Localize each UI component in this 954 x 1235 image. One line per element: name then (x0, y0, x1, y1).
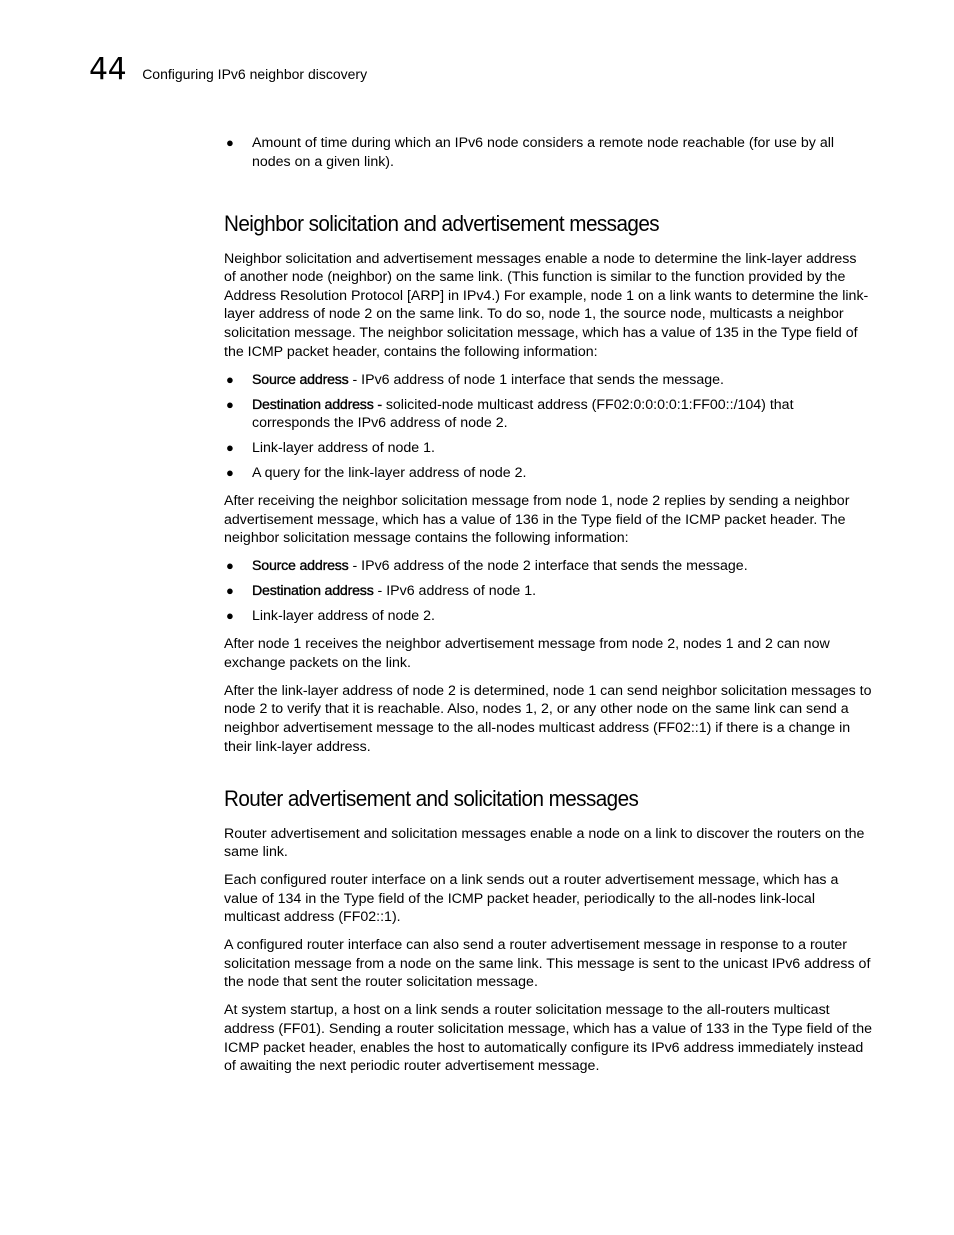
bullet-icon: ● (226, 440, 234, 456)
list-item-text: A query for the link-layer address of node 2. (252, 465, 527, 482)
bullet-icon: ● (226, 371, 234, 387)
list-item-text: Link-layer address of node 2. (252, 608, 435, 625)
term-label: Destination address - (252, 396, 382, 413)
bullet-icon: ● (226, 396, 234, 412)
list-item (224, 134, 872, 171)
list-item (224, 607, 872, 626)
list-item-text: Amount of time during which an IPv6 node considers a remote node reachable (for use by all nodes on a given link). (252, 135, 835, 170)
neighbor-solicitation-bullet-list (224, 371, 872, 483)
term-label: Destination address (252, 583, 374, 600)
paragraph: A configured router interface can also send a router advertisement message in response to a router solicitation message from a node on the same link. This message is sent to the unicast IPv6 address of the node that sent the router solicitation message. (224, 937, 871, 991)
term-label: Source address (252, 371, 349, 388)
paragraph: Neighbor solicitation and advertisement messages enable a node to determine the link-layer address of another node (neighbor) on the same link. (This function is similar to the function provided by the Address Resolution Protocol [ARP] in IPv4.) For example, node 1 on a link wants to determine the link-layer address of node 2 on the same link. To do so, node 1, the source node, multicasts a neighbor solicitation message. The neighbor solicitation message, which has a value of 135 in the Type field of the ICMP packet header, contains the following information: (224, 250, 869, 360)
list-item-text: - IPv6 address of node 1. (373, 583, 537, 600)
list-item (224, 582, 872, 601)
section-heading-router: Router advertisement and solicitation messages (224, 785, 639, 811)
paragraph: After node 1 receives the neighbor advertisement message from node 2, nodes 1 and 2 can now exchange packets on the link. (224, 636, 830, 671)
list-item (224, 439, 872, 458)
paragraph: After receiving the neighbor solicitation message from node 1, node 2 replies by sending a neighbor advertisement message, which has a value of 136 in the Type field of the ICMP packet header. The neighbor solicitation message contains the following information: (224, 493, 850, 547)
list-item-text: solicited-node multicast address (FF02:0:0:0:0:1:FF00::/104) that corresponds the IPv6 address of node 2. (252, 396, 794, 432)
page-header (89, 52, 367, 92)
list-item (224, 371, 872, 390)
bullet-icon: ● (226, 465, 234, 481)
list-item (224, 464, 872, 483)
chapter-number: 44 (89, 52, 127, 87)
bullet-icon: ● (226, 135, 234, 150)
chapter-title: Configuring IPv6 neighbor discovery (142, 66, 368, 82)
intro-bullet-list (224, 134, 872, 171)
list-item (224, 557, 872, 576)
paragraph: Each configured router interface on a link sends out a router advertisement message, which has a value of 134 in the Type field of the ICMP packet header, periodically to the all-nodes link-local multicast address (FF02::1). (224, 872, 839, 926)
section-heading-neighbor: Neighbor solicitation and advertisement messages (224, 210, 660, 236)
list-item-text: Link-layer address of node 1. (252, 440, 435, 457)
list-item-text: - IPv6 address of node 1 interface that sends the message. (348, 371, 724, 388)
paragraph: After the link-layer address of node 2 is determined, node 1 can send neighbor solicitation messages to node 2 to verify that it is reachable. Also, nodes 1, 2, or any other node on the same link can send a neighbor advertisement message to the all-nodes multicast address (FF02::1) if there is a change in their link-layer address. (224, 682, 872, 755)
page-body (224, 134, 872, 1085)
bullet-icon: ● (226, 583, 234, 599)
neighbor-advertisement-bullet-list (224, 557, 872, 626)
bullet-icon: ● (226, 608, 234, 624)
list-item-text: - IPv6 address of the node 2 interface that sends the message. (348, 558, 748, 575)
paragraph: Router advertisement and solicitation messages enable a node on a link to discover the routers on the same link. (224, 825, 865, 861)
paragraph: At system startup, a host on a link sends a router solicitation message to the all-routers multicast address (FF01). Sending a router solicitation message, which has a value of 133 in the Type field of the ICMP packet header, enables the host to automatically configure its IPv6 address immediately instead of awaiting the next periodic router advertisement message. (224, 1002, 873, 1075)
list-item (224, 396, 872, 433)
bullet-icon: ● (226, 558, 234, 574)
term-label: Source address (252, 558, 349, 575)
